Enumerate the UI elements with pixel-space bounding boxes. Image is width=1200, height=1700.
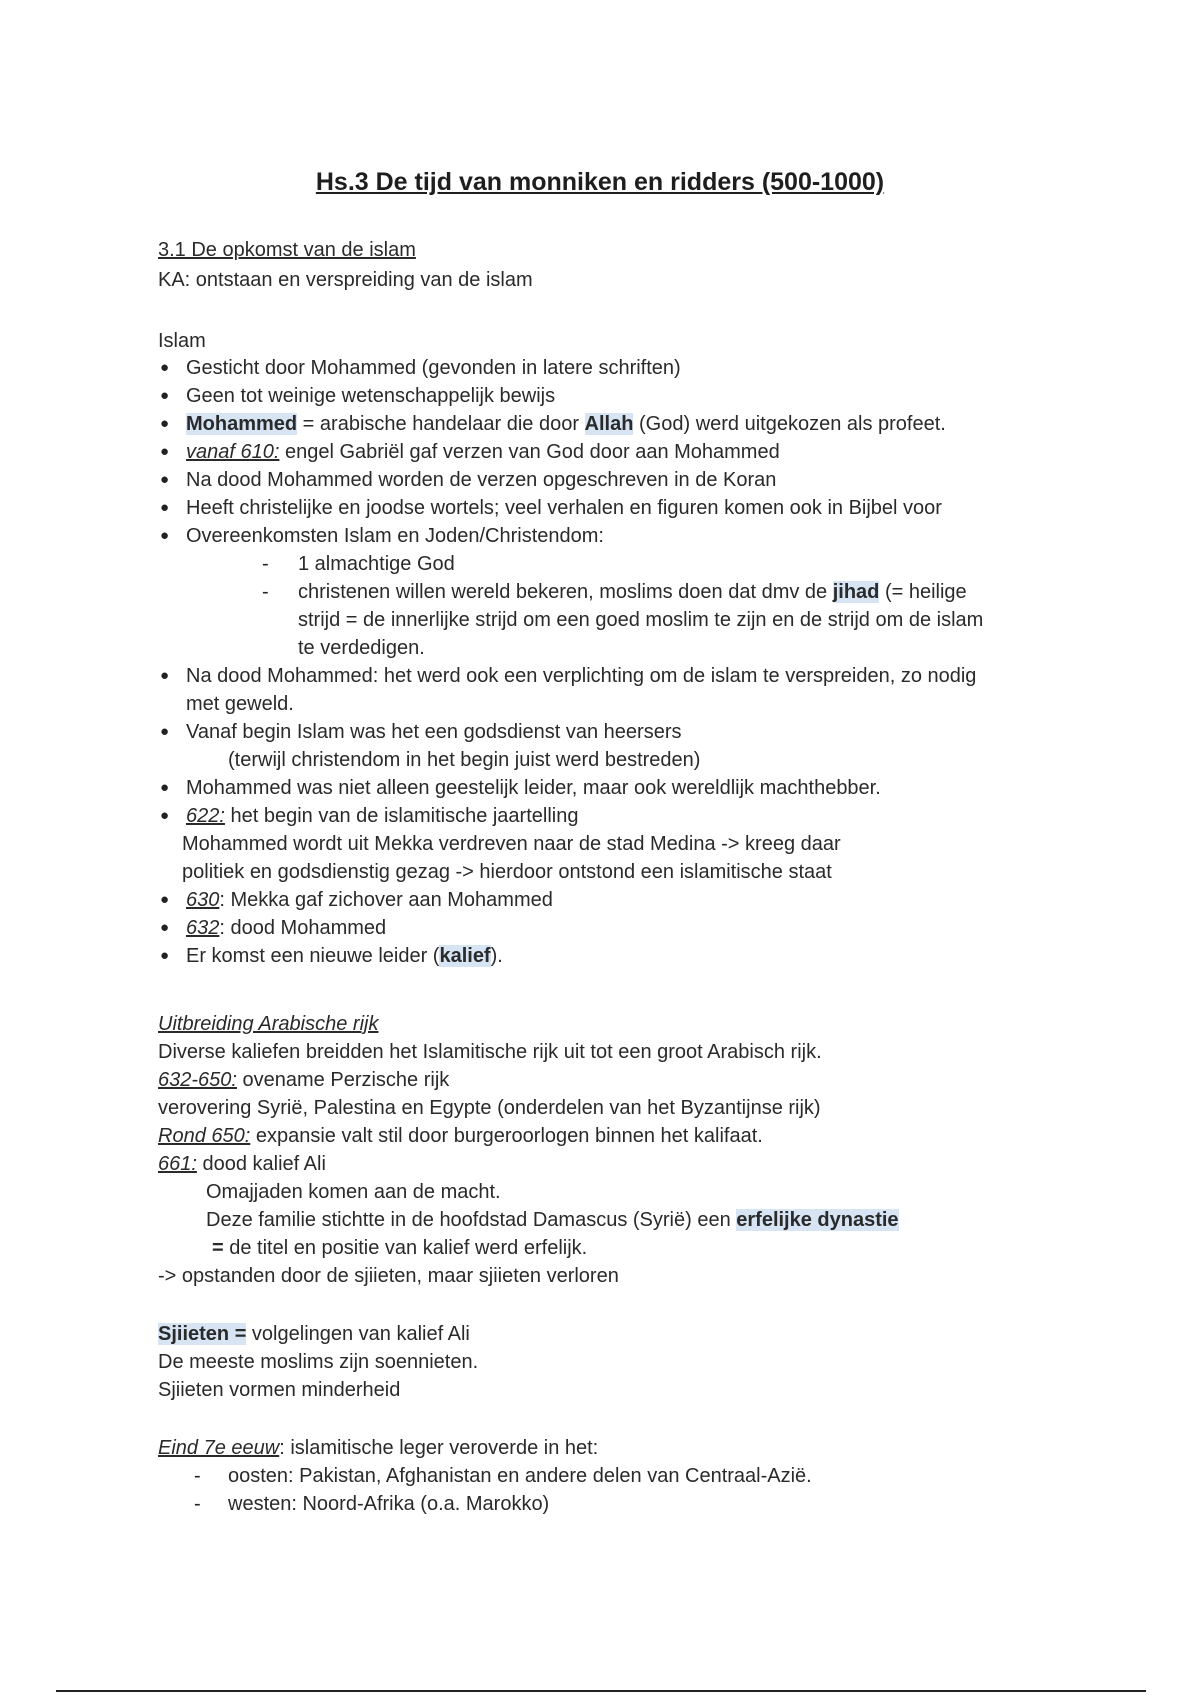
bullet-icon: ● <box>160 443 170 460</box>
list-item: Vanaf begin Islam was het een godsdienst van heersers <box>186 721 682 743</box>
text: Deze familie stichtte in de hoofdstad Damascus (Syrië) een <box>206 1209 737 1231</box>
sub-item-continued: te verdedigen. <box>298 637 425 659</box>
bullet-icon: ● <box>160 667 170 684</box>
sub-item-continued: strijd = de innerlijke strijd om een goed moslim te zijn en de strijd om de islam <box>298 609 984 631</box>
list-item: Mohammed was niet alleen geestelijk leider, maar ook wereldlijk machthebber. <box>186 777 881 799</box>
date: vanaf 610: <box>186 441 280 463</box>
list-item <box>186 802 578 830</box>
paragraph-line <box>158 1434 598 1462</box>
bullet-icon: ● <box>160 807 170 824</box>
paragraph-line: Sjiieten vormen minderheid <box>158 1379 401 1401</box>
date: 622: <box>186 805 225 827</box>
list-item-continued: (terwijl christendom in het begin juist werd bestreden) <box>228 749 701 771</box>
text: ). <box>490 945 503 967</box>
key-aspect: KA: ontstaan en verspreiding van de islam <box>158 269 533 291</box>
text: ovename Perzische rijk <box>236 1069 450 1091</box>
paragraph-line: Omajjaden komen aan de macht. <box>206 1181 501 1203</box>
paragraph-line <box>212 1234 587 1262</box>
paragraph-line: Diverse kaliefen breidden het Islamitische rijk uit tot een groot Arabisch rijk. <box>158 1041 822 1063</box>
paragraph-line <box>206 1206 899 1234</box>
list-item-continued: met geweld. <box>186 693 294 715</box>
list-item <box>186 438 780 466</box>
sub-item: 1 almachtige God <box>298 553 455 575</box>
page-title: Hs.3 De tijd van monniken en ridders (500-1000) <box>315 168 885 196</box>
term-sjiieten: Sjiieten = <box>158 1323 247 1345</box>
date: Rond 650: <box>158 1125 251 1147</box>
paragraph-line <box>158 1150 326 1178</box>
dash-icon: - <box>194 1465 201 1487</box>
section-heading: 3.1 De opkomst van de islam <box>158 239 416 261</box>
bullet-icon: ● <box>160 499 170 516</box>
dash-icon: - <box>262 553 269 575</box>
bullet-icon: ● <box>160 415 170 432</box>
term-erfelijke-dynastie: erfelijke dynastie <box>736 1209 899 1231</box>
text: de titel en positie van kalief werd erfelijk. <box>223 1237 588 1259</box>
term-mohammed: Mohammed <box>186 413 298 435</box>
text: volgelingen van kalief Ali <box>246 1323 470 1345</box>
islam-heading: Islam <box>158 330 206 352</box>
bullet-icon: ● <box>160 779 170 796</box>
equals-sign: = <box>212 1237 224 1259</box>
bullet-icon: ● <box>160 387 170 404</box>
text: Er komst een nieuwe leider ( <box>186 945 440 967</box>
list-item <box>186 942 503 970</box>
date: 630 <box>186 889 220 911</box>
list-item: Heeft christelijke en joodse wortels; veel verhalen en figuren komen ook in Bijbel voor <box>186 497 942 519</box>
dash-icon: - <box>194 1493 201 1515</box>
date: Eind 7e eeuw <box>158 1437 280 1459</box>
list-item: Na dood Mohammed worden de verzen opgeschreven in de Koran <box>186 469 777 491</box>
text: : islamitische leger veroverde in het: <box>279 1437 599 1459</box>
list-item: Gesticht door Mohammed (gevonden in latere schriften) <box>186 357 681 379</box>
list-item: Geen tot weinige wetenschappelijk bewijs <box>186 385 556 407</box>
sub-item <box>298 578 967 606</box>
bullet-icon: ● <box>160 891 170 908</box>
bullet-icon: ● <box>160 359 170 376</box>
paragraph-line <box>158 1122 763 1150</box>
list-item <box>186 914 386 942</box>
paragraph-line: De meeste moslims zijn soennieten. <box>158 1351 479 1373</box>
date: 632 <box>186 917 220 939</box>
list-item: Overeenkomsten Islam en Joden/Christendom: <box>186 525 604 547</box>
text: (God) werd uitgekozen als profeet. <box>633 413 946 435</box>
text: (= heilige <box>879 581 967 603</box>
bullet-icon: ● <box>160 919 170 936</box>
text: : dood Mohammed <box>219 917 387 939</box>
text: = arabische handelaar die door <box>297 413 585 435</box>
bullet-icon: ● <box>160 471 170 488</box>
paragraph-line <box>158 1066 449 1094</box>
paragraph-line: verovering Syrië, Palestina en Egypte (onderdelen van het Byzantijnse rijk) <box>158 1097 821 1119</box>
text: engel Gabriël gaf verzen van God door aan Mohammed <box>279 441 780 463</box>
list-item-continued: politiek en godsdienstig gezag -> hierdoor ontstond een islamitische staat <box>182 861 832 883</box>
uitbreiding-heading: Uitbreiding Arabische rijk <box>158 1013 379 1035</box>
text: expansie valt stil door burgeroorlogen binnen het kalifaat. <box>250 1125 763 1147</box>
list-item <box>186 410 946 438</box>
bullet-icon: ● <box>160 723 170 740</box>
date: 661: <box>158 1153 197 1175</box>
text: dood kalief Ali <box>196 1153 326 1175</box>
term-allah: Allah <box>584 413 634 435</box>
text: het begin van de islamitische jaartelling <box>224 805 579 827</box>
paragraph-line: -> opstanden door de sjiieten, maar sjiieten verloren <box>158 1265 619 1287</box>
list-item: Na dood Mohammed: het werd ook een verplichting om de islam te verspreiden, zo nodig <box>186 665 977 687</box>
term-kalief: kalief <box>439 945 491 967</box>
sub-item: oosten: Pakistan, Afghanistan en andere delen van Centraal-Azië. <box>228 1465 812 1487</box>
paragraph-line <box>158 1320 470 1348</box>
bullet-icon: ● <box>160 947 170 964</box>
date: 632-650: <box>158 1069 237 1091</box>
text: christenen willen wereld bekeren, moslims doen dat dmv de <box>298 581 833 603</box>
dash-icon: - <box>262 581 269 603</box>
footer-rule <box>56 1690 1146 1692</box>
list-item <box>186 886 553 914</box>
bullet-icon: ● <box>160 527 170 544</box>
list-item-continued: Mohammed wordt uit Mekka verdreven naar de stad Medina -> kreeg daar <box>182 833 841 855</box>
term-jihad: jihad <box>832 581 880 603</box>
text: : Mekka gaf zichover aan Mohammed <box>219 889 553 911</box>
sub-item: westen: Noord-Afrika (o.a. Marokko) <box>228 1493 550 1515</box>
